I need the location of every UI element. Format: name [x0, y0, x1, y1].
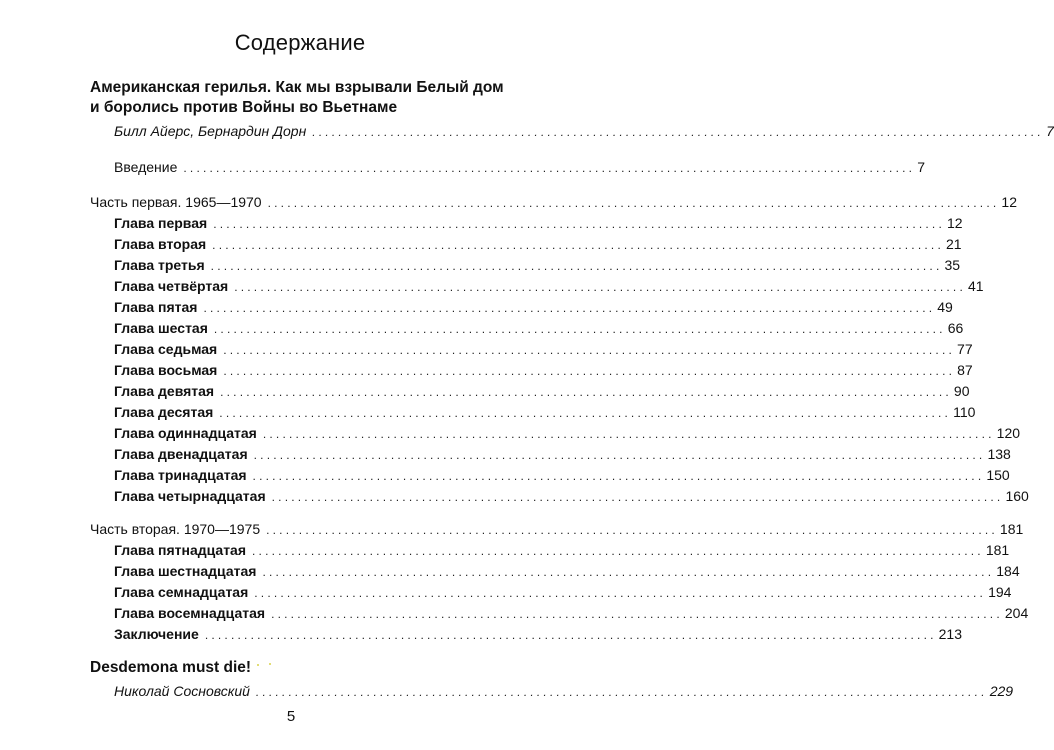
toc-label: Глава вторая [114, 236, 207, 252]
toc-entry-part-1[interactable] [90, 191, 1017, 211]
toc-entry-author-1[interactable] [114, 120, 1054, 140]
toc-label: Глава двенадцатая [114, 446, 248, 462]
toc-entry-chapter[interactable] [114, 254, 961, 274]
dot-leader: ................................................................................................................ [213, 217, 945, 231]
toc-page: 138 [987, 446, 1011, 462]
dot-leader: ................................................................................................................ [252, 469, 985, 483]
toc-entry-chapter[interactable] [114, 233, 962, 253]
book-2-title: Desdemona must die! [90, 659, 252, 676]
dot-leader: ................................................................................................................ [213, 322, 946, 336]
toc-entry-chapter[interactable] [114, 212, 963, 232]
toc-label: Введение [114, 159, 178, 175]
dot-leader: ................................................................................................................ [212, 238, 944, 252]
dot-leader: ................................................................................................................ [183, 161, 916, 175]
toc-label: Часть вторая. 1970—1975 [90, 521, 261, 537]
toc-page: 87 [957, 362, 973, 378]
toc-page: 204 [1004, 605, 1029, 621]
toc-page: 35 [944, 257, 961, 273]
toc-page: 41 [968, 278, 984, 294]
toc-label: Глава одиннадцатая [114, 425, 257, 441]
dot-leader: ................................................................................................................ [255, 685, 988, 699]
dot-leader: ................................................................................................................ [219, 406, 952, 420]
toc-page: 12 [947, 215, 963, 231]
dot-leader: ................................................................................................................ [210, 259, 943, 273]
toc-page: 229 [989, 683, 1014, 699]
toc-entry-intro[interactable] [114, 156, 925, 176]
toc-label: Глава тринадцатая [114, 467, 247, 483]
dot-leader: ................................................................................................................ [203, 301, 936, 315]
toc-page: 7 [917, 159, 925, 175]
toc-page: 213 [938, 626, 962, 642]
toc-page: 90 [953, 383, 970, 399]
book-title-line-1: Американская герилья. Как мы взрывали Белый дом [90, 79, 504, 96]
toc-entry-chapter[interactable] [114, 485, 1029, 505]
toc-entry-author-2[interactable] [114, 680, 1014, 700]
toc-label: Глава четырнадцатая [114, 488, 266, 504]
dot-leader: ................................................................................................................ [312, 125, 1045, 139]
toc-entry-chapter[interactable] [114, 581, 1012, 601]
toc-label: Глава четвёртая [114, 278, 229, 294]
toc-entry-chapter[interactable] [114, 317, 964, 337]
dot-leader: ................................................................................................................ [271, 490, 1004, 504]
toc-page: 160 [1005, 488, 1029, 504]
toc-entry-chapter[interactable] [114, 560, 1020, 580]
toc-label: Глава шестая [114, 320, 208, 336]
toc-page: 21 [945, 236, 962, 252]
toc-entry-chapter[interactable] [114, 443, 1011, 463]
dot-leader: ................................................................................................................ [254, 586, 987, 600]
toc-entry-conclusion[interactable] [114, 623, 962, 643]
dot-leader: ................................................................................................................ [252, 544, 984, 558]
toc-label: Глава пятая [114, 299, 198, 315]
book-title-line-2: и боролись против Войны во Вьетнаме [90, 99, 398, 116]
toc-label: Билл Айерс, Бернардин Дорн [114, 123, 307, 139]
toc-page: 150 [986, 467, 1010, 483]
toc-entry-chapter[interactable] [114, 539, 1010, 559]
toc-label: Глава семнадцатая [114, 584, 249, 600]
toc-page: 7 [1046, 123, 1054, 139]
dot-leader: ................................................................................................................ [220, 385, 952, 399]
toc-page: 110 [953, 404, 976, 420]
toc-page: 49 [937, 299, 953, 315]
toc-label: Глава девятая [114, 383, 215, 399]
toc-label: Заключение [114, 626, 199, 642]
toc-entry-chapter[interactable] [114, 464, 1010, 484]
toc-page: 181 [999, 521, 1024, 537]
toc-label: Глава первая [114, 215, 208, 231]
dot-leader: ................................................................................................................ [223, 364, 956, 378]
toc-page: 181 [985, 542, 1010, 558]
dot-leader: ................................................................................................................ [271, 607, 1003, 621]
dot-leader: ................................................................................................................ [262, 427, 995, 441]
page-number: 5 [286, 708, 296, 725]
toc-page: 194 [988, 584, 1012, 600]
dot-leader: ................................................................................................................ [266, 523, 998, 537]
toc-label: Николай Сосновский [114, 683, 250, 699]
toc-entry-chapter[interactable] [114, 359, 973, 379]
speck-mark [257, 664, 259, 666]
dot-leader: ................................................................................................................ [253, 448, 986, 462]
toc-page: 184 [996, 563, 1020, 579]
toc-label: Глава восемнадцатая [114, 605, 266, 621]
toc-label: Часть первая. 1965—1970 [90, 194, 262, 210]
toc-label: Глава шестнадцатая [114, 563, 257, 579]
dot-leader: ................................................................................................................ [262, 565, 995, 579]
dot-leader: ................................................................................................................ [267, 196, 1000, 210]
toc-label: Глава пятнадцатая [114, 542, 247, 558]
toc-label: Глава седьмая [114, 341, 218, 357]
toc-page: 120 [996, 425, 1021, 441]
toc-entry-chapter[interactable] [114, 275, 984, 295]
toc-page: 77 [957, 341, 973, 357]
toc-label: Глава десятая [114, 404, 214, 420]
speck-mark [269, 663, 271, 665]
toc-entry-chapter[interactable] [114, 338, 973, 358]
toc-page: 12 [1001, 194, 1017, 210]
dot-leader: ................................................................................................................ [204, 628, 937, 642]
toc-entry-chapter[interactable] [114, 296, 953, 316]
page-title: Содержание [234, 30, 366, 55]
toc-entry-part-2[interactable] [90, 518, 1024, 538]
toc-page: 66 [947, 320, 964, 336]
dot-leader: ................................................................................................................ [234, 280, 966, 294]
toc-entry-chapter[interactable] [114, 602, 1029, 622]
toc-entry-chapter[interactable] [114, 422, 1021, 442]
dot-leader: ................................................................................................................ [223, 343, 956, 357]
toc-label: Глава третья [114, 257, 205, 273]
toc-label: Глава восьмая [114, 362, 218, 378]
toc-entry-chapter[interactable] [114, 401, 976, 421]
toc-entry-chapter[interactable] [114, 380, 970, 400]
